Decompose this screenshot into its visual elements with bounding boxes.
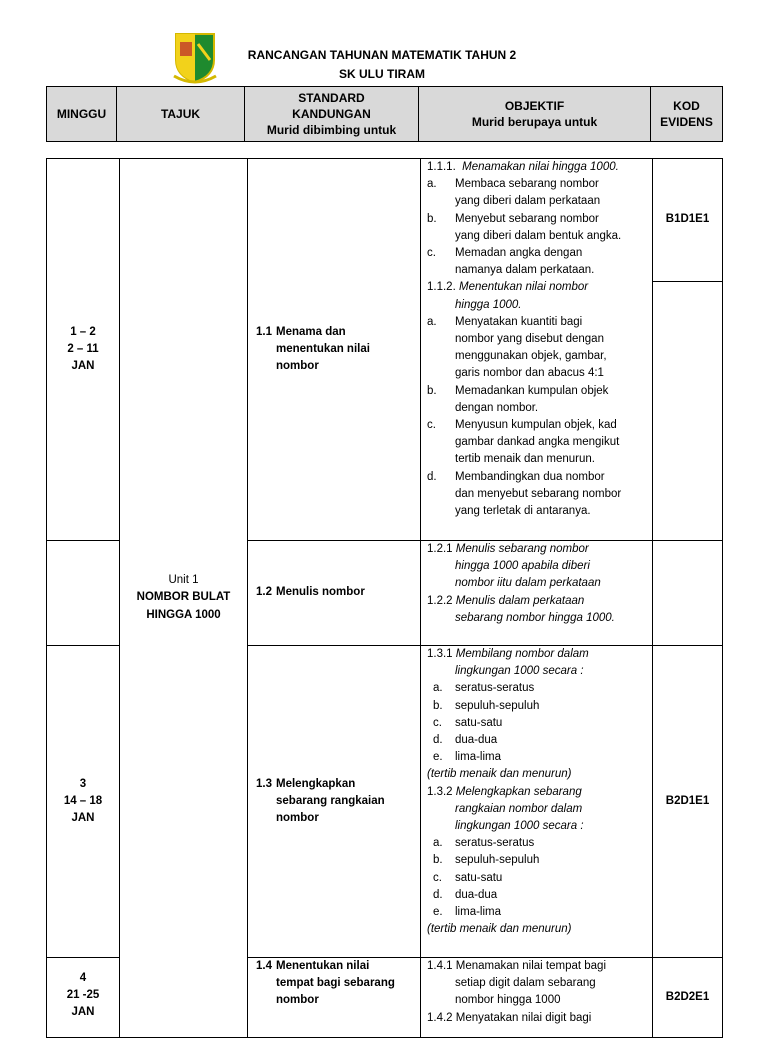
week-4: 4 21 -25 JAN xyxy=(47,958,120,1038)
col-minggu: MINGGU xyxy=(47,87,117,142)
objective-1-4: 1.4.1 Menamakan nilai tempat bagi setiap digit dalam sebarang nombor hingga 1000 1.4.2 Menyatakan nilai digit bagi xyxy=(421,958,653,1038)
standard-1-2: 1.2 Menulis nombor xyxy=(248,541,421,646)
document-title: RANCANGAN TAHUNAN MATEMATIK TAHUN 2 xyxy=(247,48,517,62)
objective-1-2: 1.2.1 Menulis sebarang nombor hingga 1000 apabila diberi nombor iitu dalam perkataan 1.2.2 Menulis dalam perkataan sebarang nombor hingga 1000. xyxy=(421,541,653,646)
plan-table xyxy=(46,158,723,1038)
school-name: SK ULU TIRAM xyxy=(339,67,425,81)
standard-1-1: 1.1 Menama dan menentukan nilai nombor xyxy=(248,159,421,541)
kod-b2d1e1: B2D1E1 xyxy=(653,646,723,958)
col-tajuk: TAJUK xyxy=(117,87,245,142)
kod-b2d2e1: B2D2E1 xyxy=(653,958,723,1038)
col-standard: STANDARD KANDUNGAN Murid dibimbing untuk xyxy=(245,87,419,142)
standard-1-3: 1.3 Melengkapkan sebarang rangkaian nombor xyxy=(248,646,421,958)
kod-b1d1e1: B1D1E1 xyxy=(653,159,723,282)
objective-1-1: 1.1.1. Menamakan nilai hingga 1000. a. Membaca sebarang nombor yang diberi dalam perkataan b. Menyebut sebarang nombor yang diberi dalam bentuk angka. c. Memadan angka dengan namanya dalam perkataan. 1.1.2. Menentukan nilai nombor hingga 1000. a. Menyatakan kuantiti bagi nombor yang disebut dengan menggunakan objek, gambar, garis nombor dan abacus 4:1 b. Memadankan kumpulan objek dengan nombor. c. Menyusun kumpulan objek, kad gambar dankad angka mengikut tertib menaik dan menurun. d. Membandingkan dua nombor dan menyebut sebarang nombor yang terletak di antaranya. xyxy=(421,159,653,541)
kod-empty-2 xyxy=(653,541,723,646)
objective-1-3: 1.3.1 Membilang nombor dalam lingkungan 1000 secara : a. seratus-seratus b. sepuluh-sepuluh c. satu-satu d. dua-dua e. lima-lima (tertib menaik dan menurun) 1.3.2 Melengkapkan sebarang rangkaian nombor dalam lingkungan 1000 secara : a. seratus-seratus b. sepuluh-sepuluh c. satu-satu d. dua-dua e. lima-lima (tertib menaik dan menurun) xyxy=(421,646,653,958)
week-3: 3 14 – 18 JAN xyxy=(47,646,120,958)
header-table xyxy=(46,86,723,142)
standard-1-4: 1.4 Menentukan nilai tempat bagi sebarang nombor xyxy=(248,958,421,1038)
col-kod: KOD EVIDENS xyxy=(651,87,723,142)
week-1-2: 1 – 2 2 – 11 JAN xyxy=(47,159,120,541)
school-crest-logo xyxy=(172,30,218,86)
kod-empty xyxy=(653,282,723,541)
tajuk-unit-1: Unit 1 NOMBOR BULAT HINGGA 1000 xyxy=(120,159,248,1038)
week-empty xyxy=(47,541,120,646)
col-objektif: OBJEKTIF Murid berupaya untuk xyxy=(419,87,651,142)
